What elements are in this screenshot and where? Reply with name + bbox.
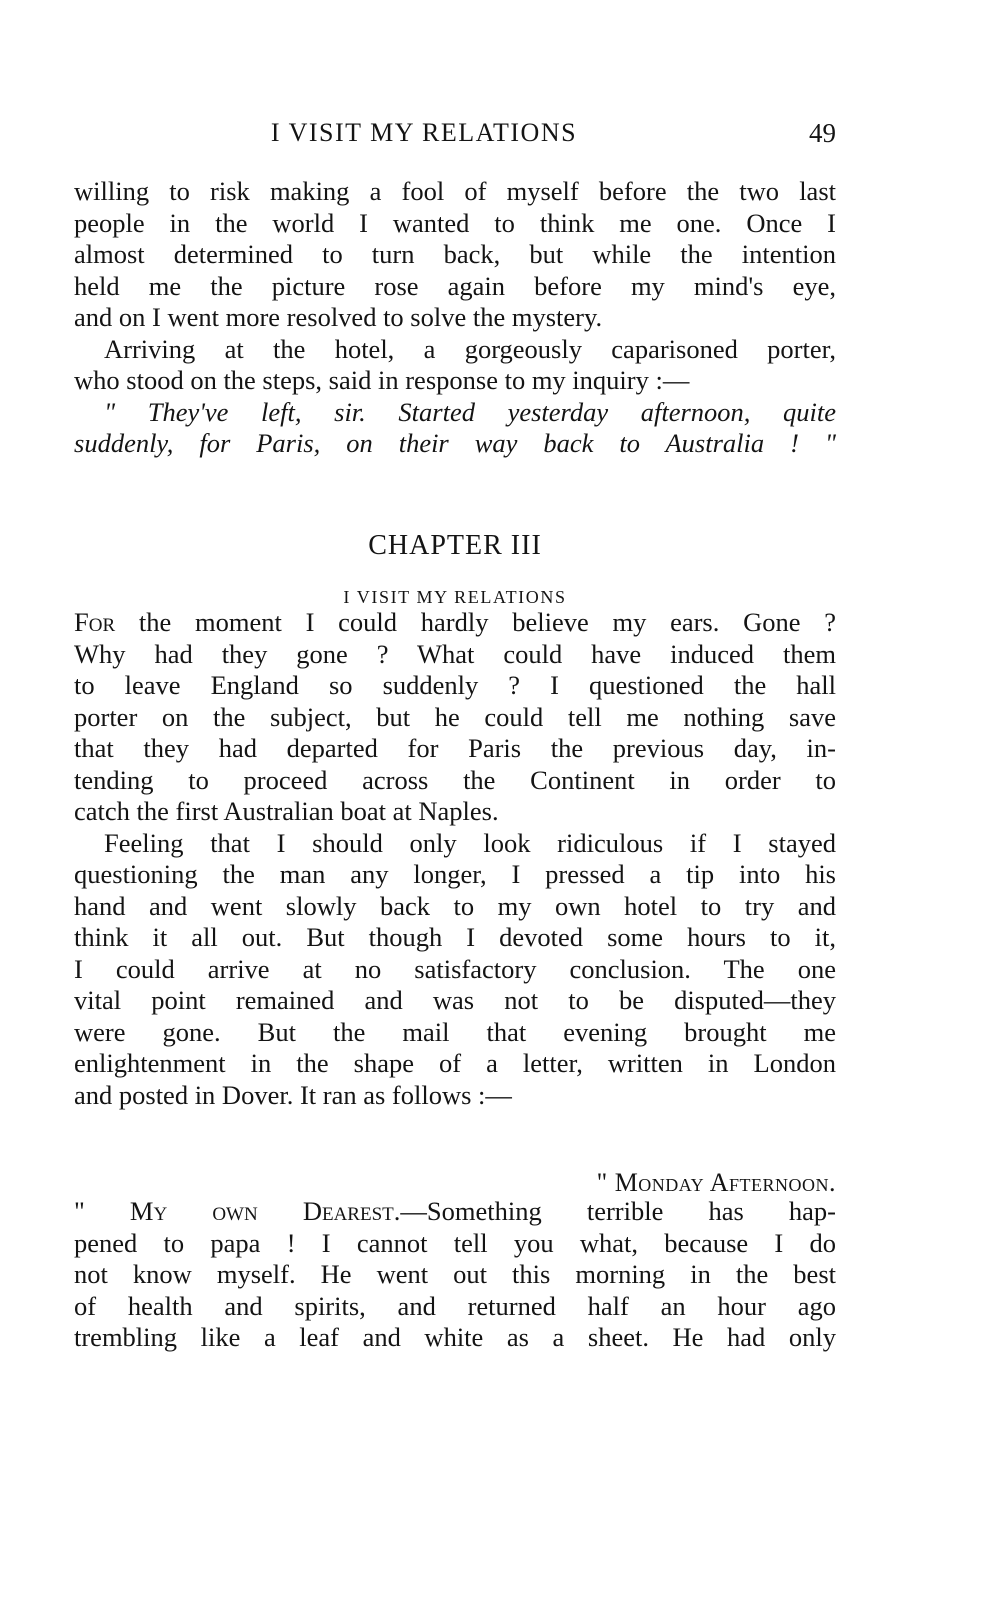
text-line [74, 607, 836, 639]
running-head [74, 118, 836, 154]
text-line: Why had they gone ? What could have induced them [74, 638, 836, 669]
text-line: and posted in Dover. It ran as follows :— [74, 1079, 512, 1110]
letter-body [74, 1196, 836, 1354]
page-number: 49 [809, 118, 836, 148]
letter-dateline: " Monday Afternoon. [596, 1168, 836, 1197]
quoted-speech-line: " They've left, sir. Started yesterday afternoon, quite [104, 396, 836, 427]
text-line [74, 1196, 836, 1228]
text-line: tending to proceed across the Continent in order to [74, 764, 836, 795]
letter-salutation: " My own Dearest. [74, 1196, 401, 1226]
chapter-heading: CHAPTER III [368, 530, 542, 561]
text-line: willing to risk making a fool of myself before the two last [74, 176, 836, 206]
text-line: who stood on the steps, said in response to my inquiry :— [74, 365, 690, 395]
text-line: of health and spirits, and returned half an hour ago [74, 1290, 836, 1321]
text-line: to leave England so suddenly ? I questioned the hall [74, 670, 836, 700]
text-line-rest: the moment I could hardly believe my ears. Gone ? [138, 607, 837, 637]
chapter-subtitle: I VISIT MY RELATIONS [343, 587, 567, 607]
text-line: think it all out. But though I devoted some hours to it, [74, 922, 836, 952]
text-line: almost determined to turn back, but while the intention [74, 239, 836, 269]
text-line: I could arrive at no satisfactory conclusion. The one [74, 953, 836, 984]
text-line: vital point remained and was not to be disputed—they [74, 985, 836, 1015]
text-line: people in the world I wanted to think me one. Once I [74, 207, 836, 238]
text-line: Arriving at the hotel, a gorgeously caparisoned porter, [104, 333, 836, 364]
chapter-body [74, 607, 836, 1111]
passage-top [74, 176, 836, 460]
text-line: that they had departed for Paris the previous day, in- [74, 733, 836, 763]
text-line: enlightenment in the shape of a letter, written in London [74, 1048, 836, 1078]
quoted-speech-line: suddenly, for Paris, on their way back to Australia ! " [74, 428, 836, 458]
text-line: held me the picture rose again before my mind's eye, [74, 270, 836, 301]
text-line: hand and went slowly back to my own hotel to try and [74, 890, 836, 921]
text-line: were gone. But the mail that evening brought me [74, 1016, 836, 1047]
running-title: I VISIT MY RELATIONS [270, 118, 578, 147]
text-line: pened to papa ! I cannot tell you what, because I do [74, 1227, 836, 1258]
text-line: and on I went more resolved to solve the mystery. [74, 302, 603, 332]
text-line: not know myself. He went out this morning in the best [74, 1259, 836, 1289]
text-line-rest: —Something terrible has hap- [400, 1196, 836, 1226]
text-line: porter on the subject, but he could tell me nothing save [74, 701, 836, 732]
text-line: questioning the man any longer, I pressed a tip into his [74, 859, 836, 889]
text-line: Feeling that I should only look ridiculous if I stayed [104, 827, 836, 858]
opening-word: For [74, 607, 116, 637]
text-line: trembling like a leaf and white as a sheet. He had only [74, 1322, 836, 1352]
text-line: catch the first Australian boat at Naples. [74, 796, 499, 826]
